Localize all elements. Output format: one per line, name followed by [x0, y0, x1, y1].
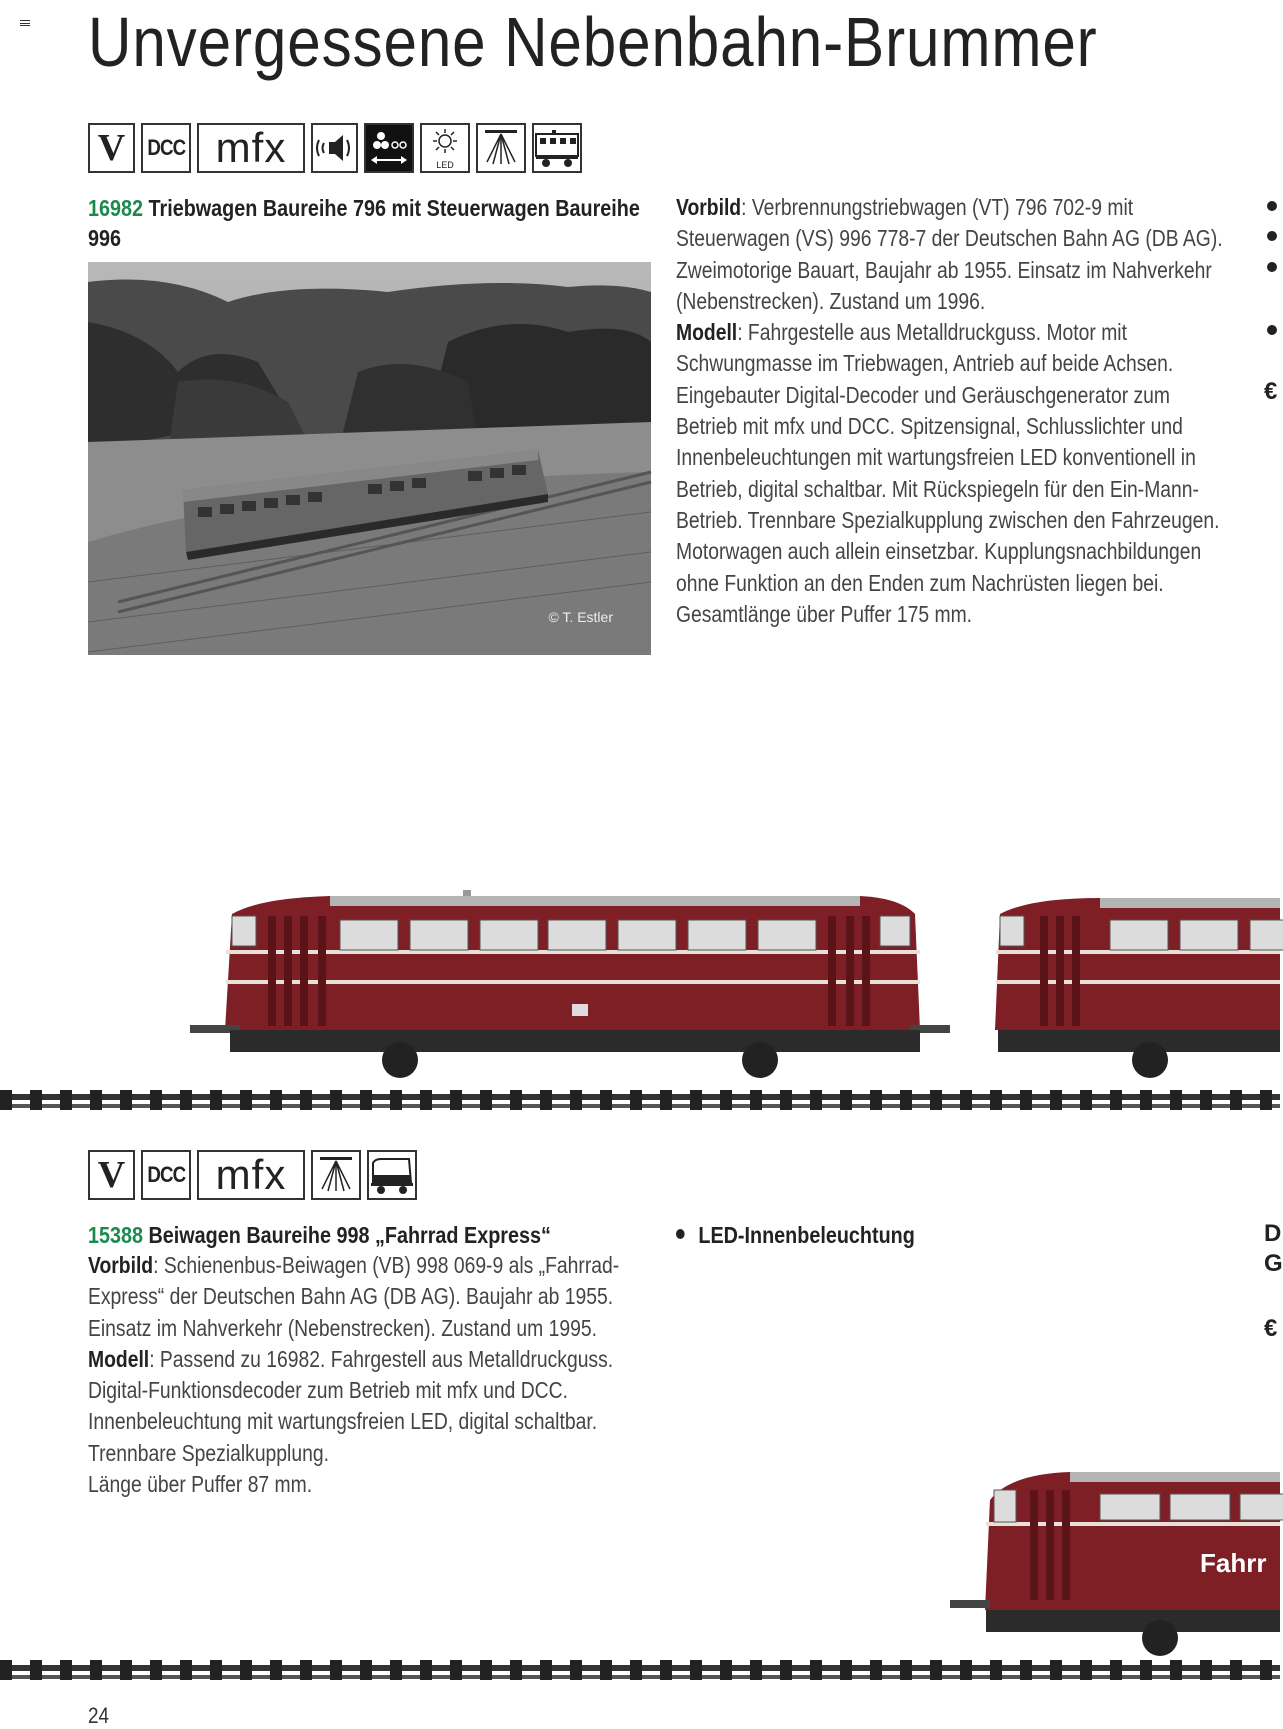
mfx-label: mfx — [215, 1151, 287, 1198]
feature-list-15388 — [676, 1220, 915, 1250]
product-name: Beiwagen Baureihe 998 „Fahrrad Express“ — [148, 1222, 551, 1248]
feature-symbols-15388 — [88, 1150, 417, 1200]
railcar-icon — [532, 123, 582, 173]
product-name: Triebwagen Baureihe 796 mit Steuerwagen Baureihe 996 — [88, 195, 640, 251]
product-title-16982 — [88, 193, 647, 253]
vorbild-text: : Schienenbus-Beiwagen (VB) 998 069-9 als „Fahrrad-Express“ der Deutschen Bahn AG (DB AG). Baujahr ab 1955. Einsatz im Nahverkehr (Nebenstrecken). Zustand um 1995. — [88, 1252, 620, 1341]
feature-symbols-16982 — [88, 123, 582, 173]
modell-paragraph — [88, 1344, 642, 1469]
product-title-15388 — [88, 1220, 656, 1250]
photo-credit: © T. Estler — [548, 609, 613, 625]
dcc-icon — [141, 123, 191, 173]
product-photo-16982 — [88, 262, 651, 655]
clipped-bullet-4 — [1267, 325, 1277, 335]
feature-item — [676, 1220, 915, 1250]
vorbild-label: Vorbild — [88, 1252, 154, 1278]
dcc-label: DCC — [147, 135, 185, 160]
clipped-price-symbol: € — [1264, 1315, 1278, 1342]
article-number: 15388 — [88, 1222, 144, 1248]
vorbild-text: : Verbrennungstriebwagen (VT) 796 702-9 mit Steuerwagen (VS) 996 778-7 der Deutschen Bahn AG (DB AG). Zweimotorige Bauart, Baujahr ab 1955. Einsatz im Nahverkehr (Nebenstrecken). Zustand um 1996. — [676, 194, 1223, 314]
sound-generator-icon — [311, 123, 358, 173]
clipped-letter-g: G — [1264, 1250, 1283, 1277]
clipped-bullet-2 — [1267, 231, 1277, 241]
interior-lighting-icon — [476, 123, 526, 173]
mfx-icon — [197, 1150, 305, 1200]
menu-icon[interactable] — [20, 20, 30, 26]
light-functions-icon — [364, 123, 414, 173]
product-description-16982 — [676, 192, 1230, 630]
page-title: Unvergessene Nebenbahn-Brummer — [88, 3, 1098, 81]
mfx-icon — [197, 123, 305, 173]
feature-item-label: LED-Innenbeleuchtung — [698, 1222, 915, 1248]
trailer-car-icon — [367, 1150, 417, 1200]
vorbild-paragraph — [88, 1250, 642, 1344]
system-v-label: V — [97, 1154, 126, 1196]
system-v-icon — [88, 123, 135, 173]
clipped-price-symbol: € — [1264, 378, 1278, 405]
led-interior-icon — [420, 123, 470, 173]
vorbild-paragraph — [676, 192, 1230, 317]
system-v-label: V — [97, 127, 126, 169]
length-text: Gesamtlänge über Puffer 175 mm. — [676, 600, 973, 627]
page-number: 24 — [88, 1703, 110, 1728]
dcc-label: DCC — [147, 1162, 185, 1187]
length-text: Länge über Puffer 87 mm. — [88, 1471, 313, 1498]
model-image-15388 — [0, 1460, 1280, 1685]
vorbild-label: Vorbild — [676, 194, 742, 220]
modell-label: Modell — [676, 319, 738, 346]
clipped-letter-d: D — [1264, 1220, 1282, 1247]
mfx-label: mfx — [215, 124, 287, 171]
modell-text: : Fahrgestelle aus Metalldruckguss. Motor mit Schwungmasse im Triebwagen, Antrieb auf beide Achsen. Eingebauter Digital-Decoder und Geräuschgenerator zum Betrieb mit mfx und DCC. Spitzensignal, Schlusslichter und Innenbeleuchtungen mit wartungsfreien LED konventionell in Betrieb, digital schaltbar. Mit Rückspiegeln für den Ein-Mann-Betrieb. Trennbare Spezialkupplung zwischen den Fahrzeugen. Motorwagen auch allein einsetzbar. Kupplungsnachbildungen ohne Funktion an den Enden zum Nachrüsten liegen bei. — [676, 319, 1220, 596]
clipped-bullet-3 — [1267, 262, 1277, 272]
dcc-icon — [141, 1150, 191, 1200]
led-label: LED — [436, 160, 454, 170]
clipped-bullet-1 — [1267, 201, 1277, 211]
modell-paragraph — [676, 317, 1230, 599]
system-v-icon — [88, 1150, 135, 1200]
fahrrad-lettering: Fahrr — [1200, 1548, 1267, 1578]
model-image-16982 — [0, 880, 1280, 1120]
interior-lighting-icon — [311, 1150, 361, 1200]
modell-label: Modell — [88, 1345, 150, 1372]
article-number: 16982 — [88, 195, 144, 221]
modell-text: : Passend zu 16982. Fahrgestell aus Metalldruckguss. Digital-Funktionsdecoder zum Betrieb mit mfx und DCC. Innenbeleuchtung mit wartungsfreien LED, digital schaltbar. Trennbare Spezialkupplung. — [88, 1345, 614, 1466]
bullet-dot — [676, 1229, 685, 1239]
